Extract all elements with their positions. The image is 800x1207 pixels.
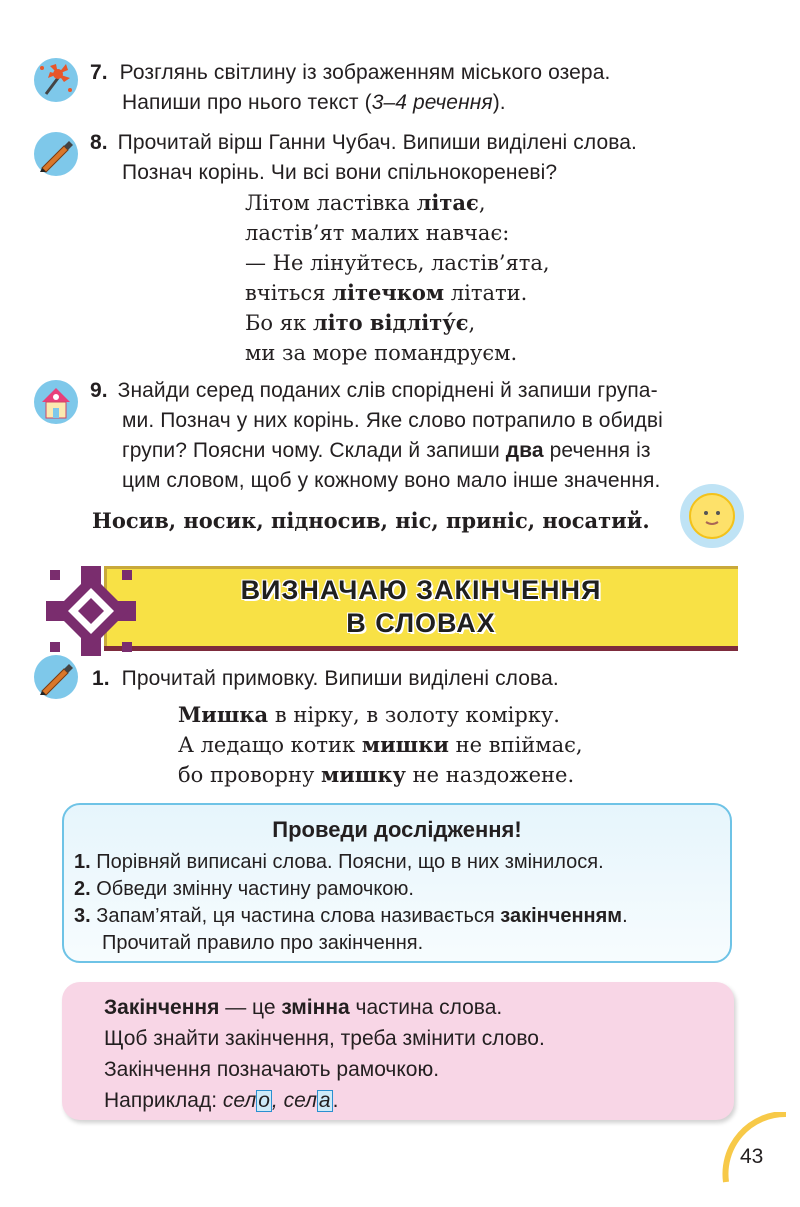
rhyme-text: не впіймає, [448, 733, 583, 757]
poem-text: , [468, 311, 476, 335]
pen-icon [34, 655, 78, 699]
research-item [74, 903, 628, 930]
task-number: 8. [90, 131, 108, 154]
task-8 [90, 128, 740, 188]
research-item-text: . [622, 905, 628, 927]
rule-box [62, 982, 734, 1120]
rule-text: — це [219, 996, 282, 1019]
word-list: Носив, носик, підносив, ніс, приніс, носатий. [92, 508, 650, 533]
poem-highlight: літо відліту́є [312, 310, 469, 335]
rhyme-highlight: мишки [361, 732, 449, 757]
research-item [74, 849, 628, 876]
research-item-number: 3. [74, 905, 91, 927]
research-item-number: 1. [74, 851, 91, 873]
task-text: речення із [543, 439, 651, 462]
task-text: Познач корінь. Чи всі вони спільнокореневі? [122, 161, 558, 184]
section-banner [104, 566, 738, 651]
example-stem: сел [222, 1089, 257, 1112]
research-item-text: Обведи змінну частину рамочкою. [96, 878, 414, 900]
research-item-text: Прочитай правило про закінчення. [102, 932, 424, 954]
rule-text: . [332, 1089, 339, 1112]
task-number: 7. [90, 61, 108, 84]
task-text: ). [492, 91, 506, 114]
page-number: 43 [740, 1145, 764, 1168]
poem-text: Бо як [245, 311, 313, 335]
rule-line [104, 992, 545, 1023]
task-text: групи? Поясни чому. Склади й запиши [122, 439, 506, 462]
section-title: ВИЗНАЧАЮ ЗАКІНЧЕННЯ [240, 575, 602, 605]
task-text: Знайди серед поданих слів споріднені й запиши група- [117, 379, 658, 402]
rhyme-text: А ледащо котик [178, 733, 362, 757]
poem-line: ластів’ят малих навчає: [245, 221, 510, 245]
research-item [74, 876, 628, 903]
rule-text: частина слова. [349, 996, 503, 1019]
poem-highlight: літає [416, 190, 479, 215]
rhyme-highlight: Мишка [178, 702, 269, 727]
section-title: В СЛОВАХ [346, 608, 496, 638]
research-title: Проведи дослідження! [272, 817, 522, 842]
rule-term: Закінчення [104, 996, 220, 1019]
poem-text: літати. [444, 281, 528, 305]
rhyme [178, 700, 583, 790]
poem-text: , [478, 191, 486, 215]
research-item-bold: закінченням [500, 905, 623, 927]
pen-icon [34, 132, 78, 176]
rule-text: , [271, 1089, 284, 1112]
rhyme-highlight: мишку [320, 762, 406, 787]
poem-text: вчіться [245, 281, 333, 305]
task-text: Напиши про нього текст ( [122, 91, 372, 114]
rhyme-text: в нірку, в золоту комірку. [268, 703, 560, 727]
task-text: Прочитай вірш Ганни Чубач. Випиши виділені слова. [117, 131, 637, 154]
rule-example [104, 1085, 545, 1116]
ending-frame: о [258, 1089, 270, 1112]
poem-line: ми за море помандруєм. [245, 341, 518, 365]
rule-text: Наприклад: [104, 1089, 223, 1112]
task-number: 9. [90, 379, 108, 402]
smiley-sun-icon [680, 484, 744, 548]
task-text-italic: 3–4 речення [371, 91, 493, 114]
research-item-number: 2. [74, 878, 91, 900]
example-stem: сел [283, 1089, 317, 1112]
rule-line: Закінчення позначають рамочкою. [104, 1058, 440, 1081]
poem-line: — Не лінуйтесь, ластів’ята, [245, 251, 550, 275]
task-7 [90, 58, 740, 118]
task-text: цим словом, щоб у кожному воно мало інше значення. [122, 469, 661, 492]
poem-highlight: літечком [332, 280, 445, 305]
pinwheel-icon [34, 58, 78, 102]
ornament-icon [46, 566, 136, 656]
rule-term: змінна [281, 996, 350, 1019]
task-text: Прочитай примовку. Випиши виділені слова. [121, 667, 559, 690]
task-text-bold: два [505, 439, 544, 462]
poem [245, 188, 550, 368]
task-text: ми. Познач у них корінь. Яке слово потрапило в обидві [122, 409, 663, 432]
research-item-text: Порівняй виписані слова. Поясни, що в них змінилося. [96, 851, 604, 873]
rule-line: Щоб знайти закінчення, треба змінити слово. [104, 1027, 545, 1050]
poem-text: Літом ластівка [245, 191, 417, 215]
task-9 [90, 376, 740, 496]
task-number: 1. [92, 667, 110, 690]
research-item-text: Запам’ятай, ця частина слова називається [96, 905, 501, 927]
rhyme-text: не наздожене. [405, 763, 575, 787]
house-icon [34, 380, 78, 424]
section-task-1 [92, 664, 559, 694]
ending-frame: а [318, 1089, 331, 1112]
task-text: Розглянь світлину із зображенням міського озера. [119, 61, 611, 84]
rhyme-text: бо проворну [178, 763, 321, 787]
research-box [62, 803, 732, 963]
